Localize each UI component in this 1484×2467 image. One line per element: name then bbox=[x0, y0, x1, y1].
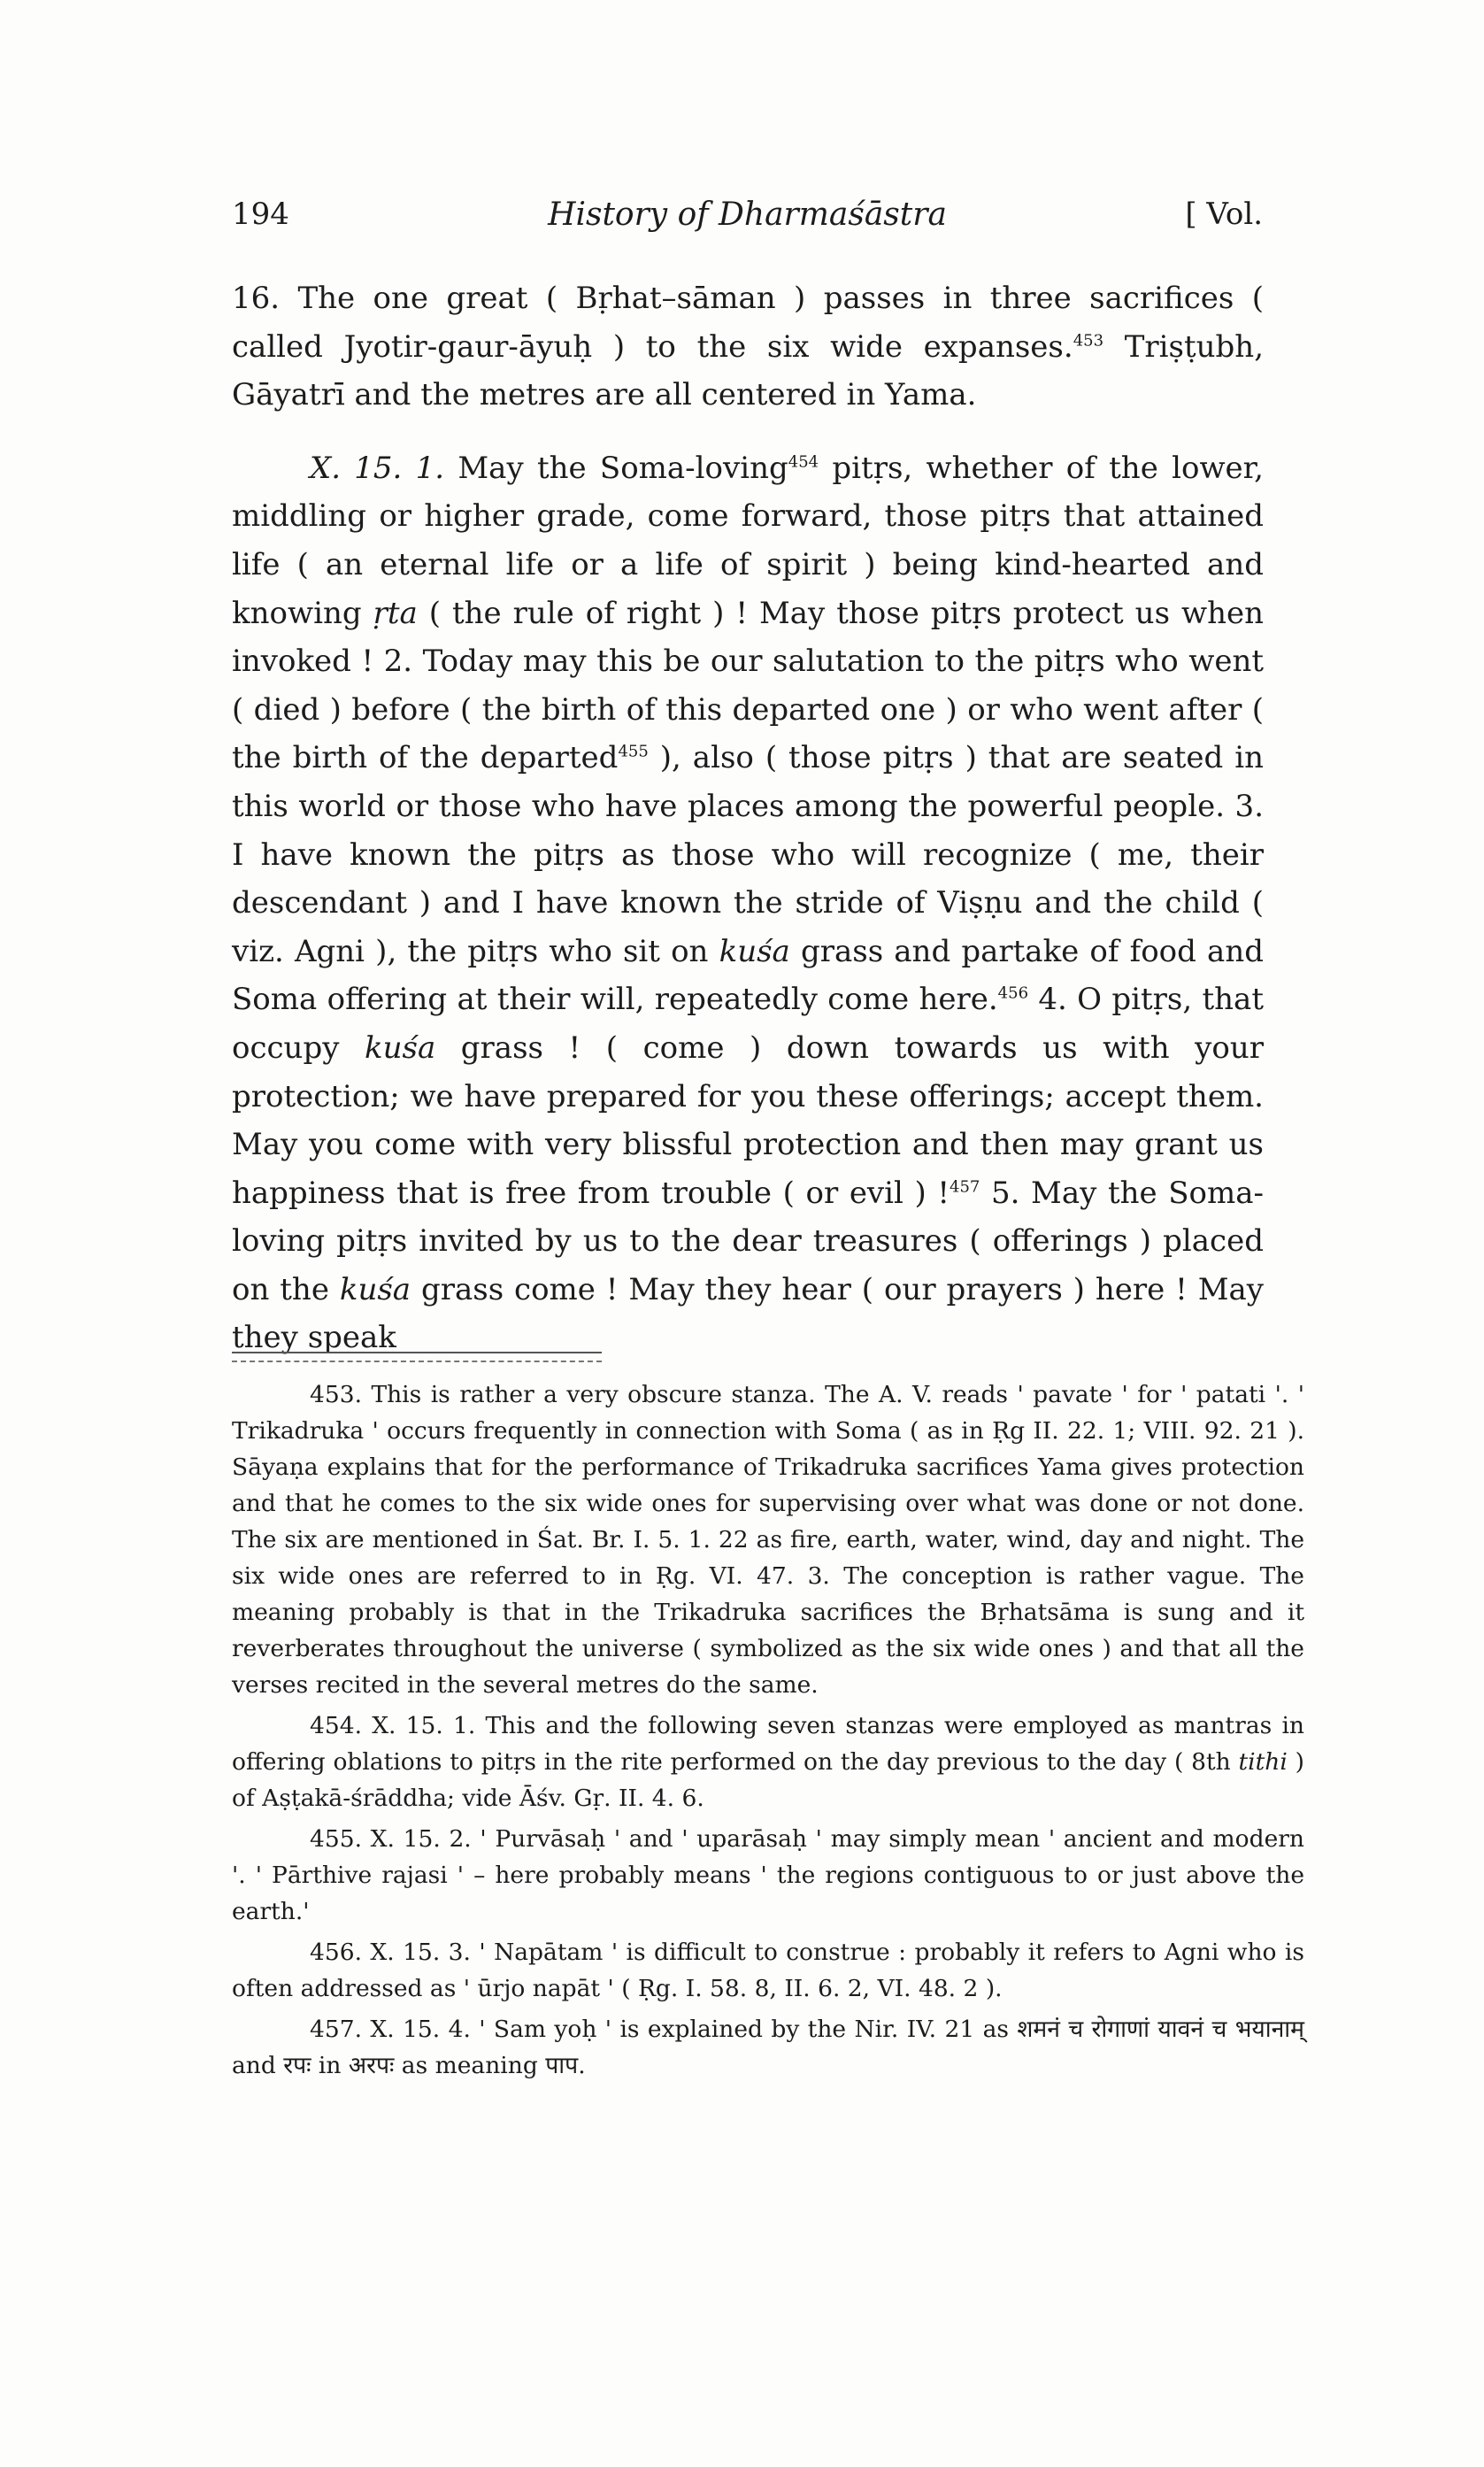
footnote-455: 455. X. 15. 2. ' Purvāsaḥ ' and ' uparāsaḥ ' may simply mean ' ancient and modern '. ' Pārthive rajasi ' – here probably means ' the regions contiguous to or just above the earth.' bbox=[232, 1825, 1304, 1925]
paragraph-x-15: X. 15. 1. May the Soma-loving$^{454}$ pitṛs, whether of the lower, middling or higher grade, come forward, those pitṛs that attained life ( an eternal life or a life of spirit ) being kind-hearted and knowing ṛta ( the rule of right ) ! May those pitṛs protect us when invoked ! 2. Today may this be our salutation to the pitṛs who went ( died ) before ( the birth of this departed one ) or who went after ( the birth of the departed$^{455}$ ), also ( those pitṛs ) that are seated in this world or those who have places among the powerful people. 3. I have known the pitṛs as those who will recognize ( me, their descendant ) and I have known the stride of Viṣṇu and the child ( viz. Agni ), the pitṛs who sit on kuśa grass and partake of food and Soma offering at their will, repeatedly come here.$^{456}$ 4. O pitṛs, that occupy kuśa grass ! ( come ) down towards us with your protection; we have prepared for you these offerings; accept them. May you come with very blissful protection and then may grant us happiness that is free from trouble ( or evil ) !$^{457}$ 5. May the Soma-loving pitṛs invited by us to the dear treasures ( offerings ) placed on the kuśa grass come ! May they hear ( our prayers ) here ! May they speak bbox=[232, 450, 1265, 1356]
footnote-457: 457. X. 15. 4. ' Sam yoḥ ' is explained by the Nir. IV. 21 as शमनं च रोगाणां यावनं च भयानाम् and रपः in अरपः as meaning पाप. bbox=[232, 2016, 1304, 2079]
footnote-453: 453. This is rather a very obscure stanza. The A. V. reads ' pavate ' for ' patati '. ' Trikadruka ' occurs frequently in connection with Soma ( as in Ṛg II. 22. 1; VIII. 92. 21 ). Sāyaṇa explains that for the performance of Trikadruka sacrifices Yama gives protection and that he comes to the six wide ones for supervising over what was done or not done. The six are mentioned in Śat. Br. I. 5. 1. 22 as fire, earth, water, wind, day and night. The six wide ones are referred to in Ṛg. VI. 47. 3. The conception is rather vague. The meaning probably is that in the Trikadruka sacrifices the Bṛhatsāma is sung and it reverberates throughout the universe ( symbolized as the six wide ones ) and that all the verses recited in the several metres do the same. bbox=[232, 1381, 1304, 1699]
footnote-456: 456. X. 15. 3. ' Napātam ' is difficult to construe : probably it refers to Agni who is often addressed as ' ūrjo napāt ' ( Ṛg. I. 58. 8, II. 6. 2, VI. 48. 2 ). bbox=[232, 1939, 1304, 2002]
term-kusa: kuśa bbox=[365, 1029, 436, 1066]
footnote-ref-457: 457 bbox=[950, 1177, 980, 1197]
footnote-ref-453: 453 bbox=[1073, 331, 1104, 351]
footnote-separator bbox=[232, 1352, 602, 1362]
page-number: 194 bbox=[232, 197, 289, 232]
volume-label: [ Vol. bbox=[1185, 197, 1263, 232]
running-header bbox=[232, 197, 1263, 250]
term-rta: ṛta bbox=[373, 595, 418, 631]
footnote-ref-454: 454 bbox=[788, 452, 819, 472]
footnote-ref-455: 455 bbox=[618, 743, 649, 762]
term-kusa: kuśa bbox=[339, 1271, 411, 1307]
footnotes bbox=[232, 1376, 1304, 2088]
verse-reference: X. 15. 1. bbox=[310, 450, 445, 486]
running-title: History of Dharmaśāstra bbox=[548, 197, 947, 233]
main-text bbox=[232, 274, 1264, 1362]
footnote-ref-456: 456 bbox=[997, 983, 1029, 1003]
term-kusa: kuśa bbox=[719, 933, 790, 969]
paragraph-stanza-16: 16. The one great ( Bṛhat–sāman ) passes in three sacrifices ( called Jyotir-gaur-āyuḥ ) to the six wide expanses.$^{453}$ Triṣṭubh, Gāyatrī and the metres are all centered in Yama. bbox=[232, 281, 1265, 413]
footnote-454: 454. X. 15. 1. This and the following seven stanzas were employed as mantras in offering oblations to pitṛs in the rite performed on the day previous to the day ( 8th tithi ) of Aṣṭakā-śrāddha; vide Āśv. Gṛ. II. 4. 6. bbox=[232, 1712, 1304, 1812]
term-tithi: tithi bbox=[1238, 1748, 1288, 1776]
